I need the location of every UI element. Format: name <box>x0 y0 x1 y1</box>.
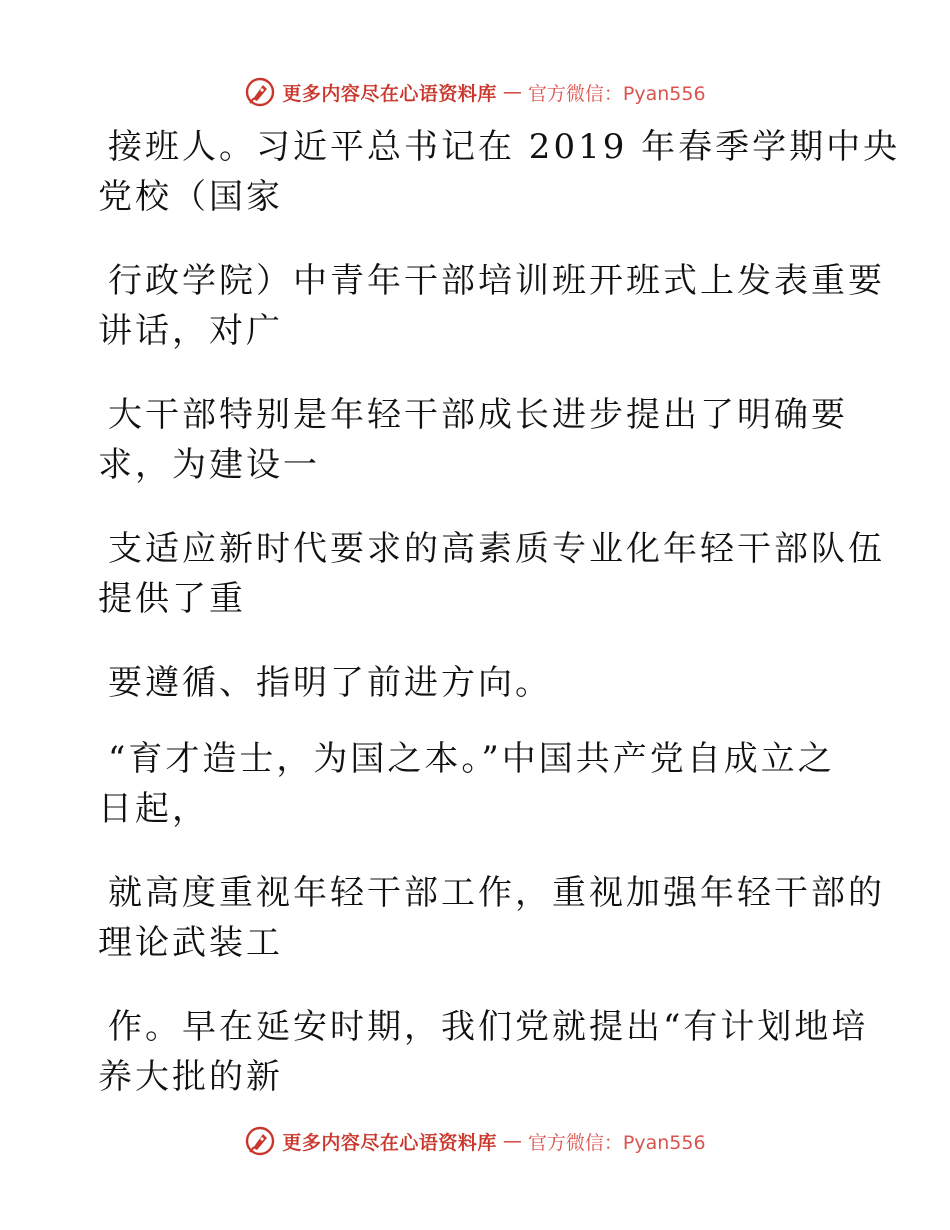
paragraph <box>98 524 885 624</box>
paragraph <box>98 390 848 490</box>
paragraph-line: 接班人。习近平总书记在 2019 年春季学期中央 <box>108 127 901 167</box>
paragraph-line: 日起， <box>98 789 209 829</box>
header-watermark <box>0 72 950 112</box>
footer-watermark <box>0 1121 950 1161</box>
paragraph-line: 讲话，对广 <box>98 311 283 351</box>
paragraph-line: 支适应新时代要求的高素质专业化年轻干部队伍 <box>108 529 885 569</box>
paragraph-line: 行政学院）中青年干部培训班开班式上发表重要 <box>108 261 885 301</box>
pen-nib-logo-icon <box>244 1125 276 1157</box>
paragraph <box>98 734 838 834</box>
paragraph <box>98 122 901 222</box>
paragraph-line: 党校（国家 <box>98 177 283 217</box>
paragraph-line: 就高度重视年轻干部工作，重视加强年轻干部的 <box>108 873 885 913</box>
watermark-text: 更多内容尽在心语资料库 <box>282 82 497 105</box>
paragraph-line: 理论武装工 <box>98 923 283 963</box>
watermark-dash: — <box>502 81 522 103</box>
paragraph-line: 大干部特别是年轻干部成长进步提出了明确要 <box>108 395 848 435</box>
paragraph <box>98 256 885 356</box>
pen-nib-logo-icon <box>244 76 276 108</box>
paragraph-line: 求，为建设一 <box>98 445 320 485</box>
paragraph-line: 作。早在延安时期，我们党就提出“有计划地培 <box>108 1007 869 1047</box>
paragraph-line: 养大批的新 <box>98 1057 283 1097</box>
watermark-wechat: 官方微信：Pyan556 <box>527 1131 706 1154</box>
watermark-wechat: 官方微信：Pyan556 <box>527 82 706 105</box>
watermark-dash: — <box>502 1130 522 1152</box>
paragraph-line: 要遵循、指明了前进方向。 <box>108 663 552 703</box>
watermark-text: 更多内容尽在心语资料库 <box>282 1131 497 1154</box>
document-body <box>98 122 901 1136</box>
paragraph-line: “育才造士，为国之本。”中国共产党自成立之 <box>108 739 835 779</box>
paragraph-line: 提供了重 <box>98 579 246 619</box>
paragraph <box>98 868 885 968</box>
paragraph <box>98 1002 869 1102</box>
paragraph <box>98 658 838 708</box>
